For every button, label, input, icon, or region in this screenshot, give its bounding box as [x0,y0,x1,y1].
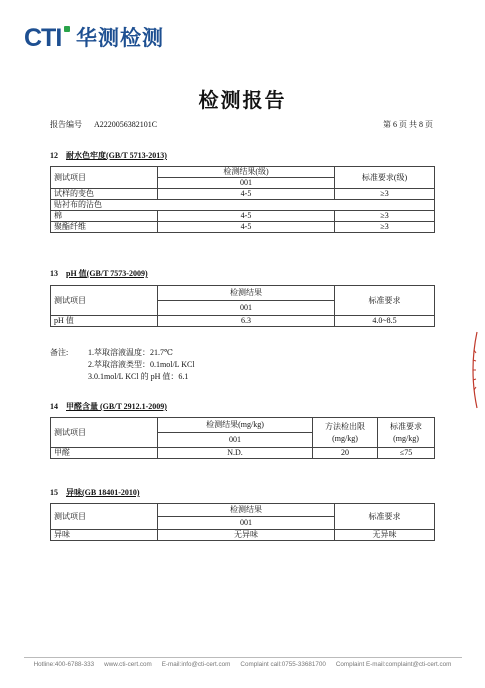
footer-divider [24,657,462,658]
report-number [50,119,157,130]
header-requirement [378,418,435,448]
section-number: 15 [50,488,58,497]
cell-result: 4-5 [158,211,335,222]
report-number-value: A2220056382101C [94,120,158,129]
note-line: 1.萃取溶液温度：21.7℃ [88,348,173,357]
cell-result: N.D. [158,448,313,459]
detection-limit-label: 方法检出限 [325,421,365,431]
header-sample: 001 [158,301,335,316]
cell-detection-limit: 20 [313,448,378,459]
logo-chinese: 华测检测 [76,26,164,50]
cell-item: 贴衬布的沾色 [51,200,435,211]
report-number-label: 报告编号 [50,120,82,129]
header-test-item: 测试项目 [51,418,158,448]
section-heading [50,150,175,161]
requirement-unit: (mg/kg) [393,433,419,443]
table-odour [50,503,435,541]
footer-email[interactable]: E-mail:info@cti-cert.com [161,661,231,668]
header-sample: 001 [158,517,335,530]
table-row [51,316,435,327]
logo-latin: CTI [24,24,62,52]
requirement-label: 标准要求 [390,421,422,431]
cell-result: 6.3 [158,316,335,327]
cell-requirement: ≥3 [335,222,435,233]
section-number: 13 [50,269,58,278]
cell-item: 聚酯纤维 [51,222,158,233]
section-name: pH 值(GB/T 7573-2009) [66,269,148,278]
section-heading [50,487,148,498]
section-name: 甲醛含量 (GB/T 2912.1-2009) [66,402,167,411]
footer-website[interactable]: www.cti-cert.com [104,661,152,668]
header-sample: 001 [158,433,313,448]
header-result: 检测结果 [158,286,335,301]
cell-item: 异味 [51,530,158,541]
cell-requirement: ≥3 [335,189,435,200]
header-sample: 001 [158,178,335,189]
section-number: 14 [50,402,58,411]
cell-item: 棉 [51,211,158,222]
table-formaldehyde [50,417,435,459]
cell-result: 无异味 [158,530,335,541]
header-requirement: 标准要求 [335,504,435,530]
footer [0,661,485,668]
header-requirement: 标准要求 [335,286,435,316]
footer-hotline: Hotline:400-6788-333 [33,661,95,668]
section-number: 12 [50,151,58,160]
cell-requirement: ≥3 [335,211,435,222]
table-row [51,530,435,541]
logo-dot-icon [64,26,70,32]
header-test-item: 测试项目 [51,167,158,189]
cell-item: 试样的变色 [51,189,158,200]
table-row [51,189,435,200]
table-row [51,200,435,211]
section-heading [50,268,156,279]
notes-list [88,347,195,383]
header-test-item: 测试项目 [51,286,158,316]
note-line: 3.0.1mol/L KCl 的 pH 值：6.1 [88,372,189,381]
report-title: 检测报告 [198,88,287,112]
table-row [51,448,435,459]
page-indicator: 第 6 页 共 8 页 [383,120,433,129]
table-row [51,211,435,222]
cti-logo [24,24,184,52]
table-colorfastness-water [50,166,435,233]
detection-limit-unit: (mg/kg) [332,433,358,443]
header-result: 检测结果(mg/kg) [158,418,313,433]
cell-requirement: ≤75 [378,448,435,459]
note-line: 2.萃取溶液类型：0.1mol/L KCl [88,360,195,369]
section-heading [50,401,175,412]
table-ph-value [50,285,435,327]
cell-requirement: 无异味 [335,530,435,541]
cell-result: 4-5 [158,222,335,233]
header-requirement: 标准要求(级) [335,167,435,189]
cell-item: 甲醛 [51,448,158,459]
section-name: 异味(GB 18401-2010) [66,488,140,497]
header-result: 检测结果(级) [158,167,335,178]
header-detection-limit [313,418,378,448]
header-test-item: 测试项目 [51,504,158,530]
table-row [51,222,435,233]
footer-complaint-call: Complaint call:0755-33681700 [240,661,326,668]
section-name: 耐水色牢度(GB/T 5713-2013) [66,151,167,160]
cell-result: 4-5 [158,189,335,200]
header-result: 检测结果 [158,504,335,517]
footer-complaint-email[interactable]: Complaint E-mail:complaint@cti-cert.com [335,661,452,668]
notes-label: 备注: [50,348,69,357]
cell-requirement: 4.0~8.5 [335,316,435,327]
cell-item: pH 值 [51,316,158,327]
seal-stamp-icon [465,330,479,410]
